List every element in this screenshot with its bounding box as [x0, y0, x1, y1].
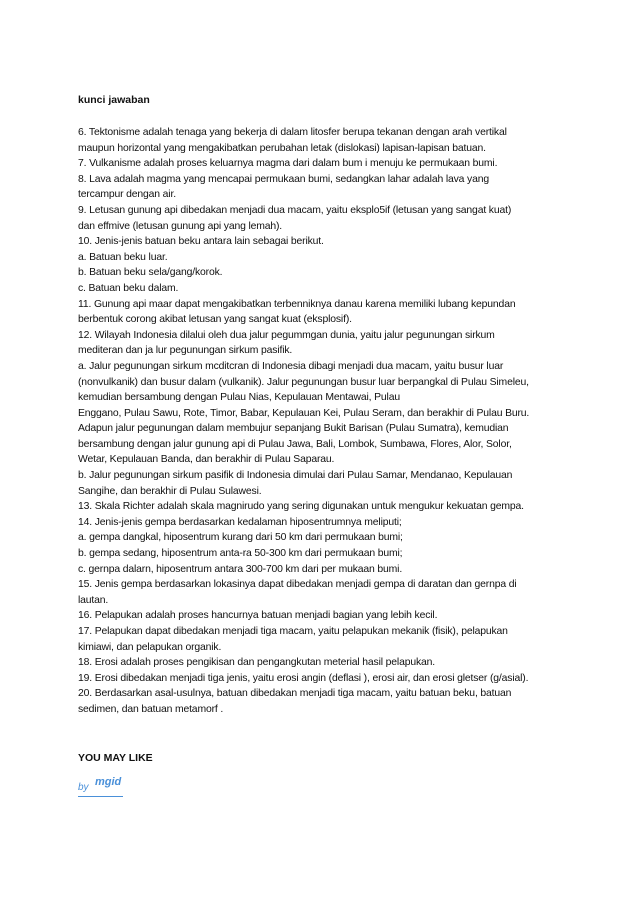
answer-line: Sangihe, dan berakhir di Pulau Sulawesi.	[78, 485, 262, 497]
answer-line: 12. Wilayah Indonesia dilalui oleh dua jalur pegummgan dunia, yaitu jalur pegunungan sirkum	[78, 329, 495, 341]
answer-line: kemudian bersambung dengan Pulau Nias, Kepulauan Mentawai, Pulau	[78, 392, 400, 404]
answer-line: (nonvulkanik) dan busur dalam (vulkanik). Jalur pegunungan busur luar berpangkal di Pulau Simeleu,	[78, 376, 529, 388]
answer-line: 15. Jenis gempa berdasarkan lokasinya dapat dibedakan menjadi gempa di daratan dan gernpa di	[78, 579, 517, 591]
answer-line: 19. Erosi dibedakan menjadi tiga jenis, yaitu erosi angin (deflasi ), erosi air, dan erosi gletser (g/asial).	[78, 672, 529, 684]
mgid-logo-text: mgid	[95, 775, 122, 788]
answer-line: kimiawi, dan pelapukan organik.	[78, 641, 222, 653]
you-may-like-heading: YOU MAY LIKE	[78, 751, 153, 764]
answer-line: lautan.	[78, 594, 109, 606]
answer-line: 11. Gunung api maar dapat mengakibatkan terbenniknya danau karena memiliki lubang kepundan	[78, 298, 516, 310]
answer-line: 10. Jenis-jenis batuan beku antara lain sebagai berikut.	[78, 236, 324, 248]
answer-line: maupun horizontal yang mengakibatkan perubahan letak (dislokasi) lapisan-lapisan batuan.	[78, 142, 486, 154]
answer-line: a. Batuan beku luar.	[78, 251, 168, 263]
answer-line: b. Batuan beku sela/gang/korok.	[78, 267, 223, 279]
answer-line: Adapun jalur pegunungan dalam membujur sepanjang Bukit Barisan (Pulau Sumatra), kemudian	[78, 423, 509, 435]
answer-line: a. Jalur pegunungan sirkum mcditcran di Indonesia dibagi menjadi dua macam, yaitu busur luar	[78, 360, 504, 372]
answer-line: 20. Berdasarkan asal-usulnya, batuan dibedakan menjadi tiga macam, yaitu batuan beku, batuan	[78, 688, 512, 700]
answer-line: 13. Skala Richter adalah skala magnirudo yang sering digunakan untuk mengukur kekuatan gempa.	[78, 501, 524, 513]
answer-line: mediteran dan ja lur pegunungan sirkum pasifik.	[78, 345, 293, 357]
answer-line: 7. Vulkanisme adalah proses keluarnya magma dari dalam bum i menuju ke permukaan bumi.	[78, 158, 498, 170]
answer-line: 6. Tektonisme adalah tenaga yang bekerja di dalam litosfer berupa tekanan dengan arah vertikal	[78, 127, 507, 138]
answer-line: 8. Lava adalah magma yang mencapai permukaan bumi, sedangkan lahar adalah lava yang	[78, 173, 489, 185]
answer-line: c. Batuan beku dalam.	[78, 282, 179, 294]
answer-line: 14. Jenis-jenis gempa berdasarkan kedalaman hiposentrumnya meliputi;	[78, 516, 402, 528]
answer-line: a. gempa dangkal, hiposentrum kurang dari 50 km dari permukaan bumi;	[78, 532, 403, 544]
mgid-logo-icon	[95, 774, 123, 793]
answer-list	[78, 125, 578, 718]
answer-line: 18. Erosi adalah proses pengikisan dan pengangkutan meterial hasil pelapukan.	[78, 657, 435, 669]
answer-line: b. Jalur pegunungan sirkum pasifik di Indonesia dimulai dari Pulau Samar, Mendanao, Kepulauan	[78, 470, 513, 482]
answer-line: berbentuk corong akibat letusan yang sangat kuat (eksplosif).	[78, 314, 352, 326]
answer-line: Wetar, Kepulauan Banda, dan berakhir di Pulau Saparau.	[78, 454, 335, 466]
answer-line: c. gernpa dalarn, hiposentrum antara 300-700 km dari per mukaan bumi.	[78, 563, 403, 575]
mgid-attribution-link[interactable]	[78, 774, 123, 797]
answer-line: Enggano, Pulau Sawu, Rote, Timor, Babar, Kepulauan Kei, Pulau Seram, dan berakhir di Pulau Buru.	[78, 407, 530, 419]
answer-line: tercampur dengan air.	[78, 189, 176, 201]
answer-line: b. gempa sedang, hiposentrum anta-ra 50-300 km dari permukaan bumi;	[78, 548, 403, 560]
answer-line: 17. Pelapukan dapat dibedakan menjadi tiga macam, yaitu pelapukan mekanik (fisik), pelapukan	[78, 626, 508, 637]
document-page	[78, 93, 578, 797]
answer-line: sedimen, dan batuan metamorf .	[78, 703, 224, 715]
answer-line: bersambung dengan jalur gunung api di Pulau Jawa, Bali, Lombok, Sumbawa, Flores, Alor, Solor,	[78, 438, 512, 450]
answer-line: 16. Pelapukan adalah proses hancurnya batuan menjadi bagian yang lebih kecil.	[78, 610, 438, 622]
answer-key-heading: kunci jawaban	[78, 94, 150, 106]
answer-line: 9. Letusan gunung api dibedakan menjadi dua macam, yaitu eksplo5if (letusan yang sangat kuat)	[78, 204, 512, 216]
answer-line: dan effmive (letusan gunung api yang lemah).	[78, 220, 283, 232]
by-label: by	[78, 781, 89, 793]
